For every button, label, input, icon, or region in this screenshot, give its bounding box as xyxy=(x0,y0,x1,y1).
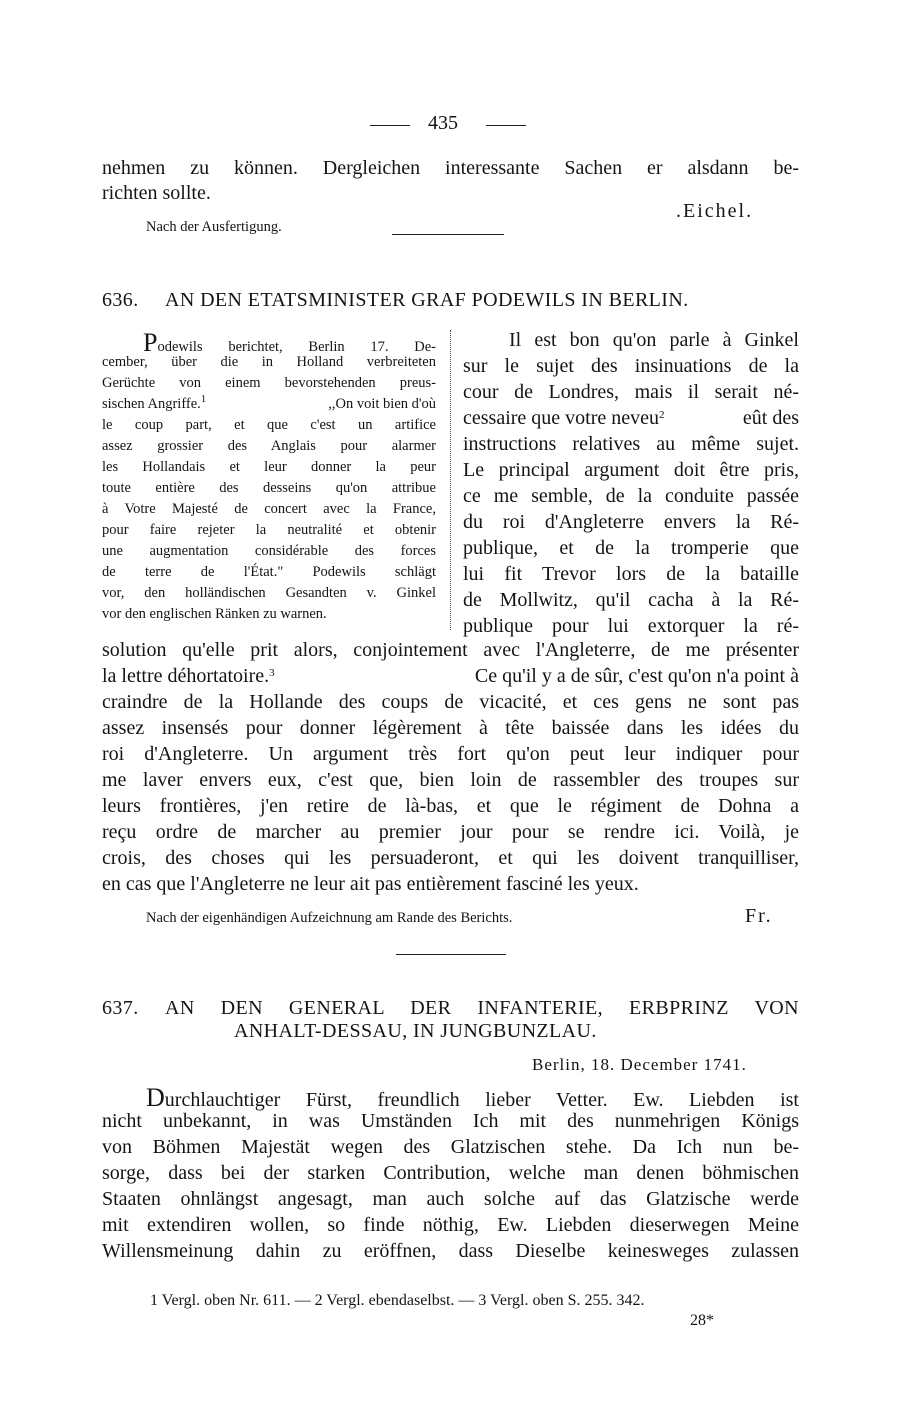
summary-line: pour faire rejeter la neutralité et obtenir xyxy=(102,522,436,538)
signature-eichel: .Eichel. xyxy=(676,200,754,222)
reply-line: publique pour lui extorquer la ré- xyxy=(463,615,799,637)
signature-mark: 28* xyxy=(690,1312,714,1329)
letter-636-heading: AN DEN ETATSMINISTER GRAF PODEWILS IN BERLIN. xyxy=(165,289,689,311)
body-line: nicht unbekannt, in was Umständen Ich mit des nunmehrigen Königs xyxy=(102,1110,799,1132)
page-number: 435 xyxy=(428,112,458,134)
reply-full-line: leurs frontières, j'en retire de là-bas, et que le régiment de Dohna a xyxy=(102,795,799,817)
column-separator xyxy=(450,330,451,630)
letter-636-number: 636. xyxy=(102,289,139,311)
reply-line: publique, et de la tromperie que xyxy=(463,537,799,559)
summary-line: Gerüchte von einem bevorstehenden preus- xyxy=(102,375,436,391)
summary-line: une augmentation considérable des forces xyxy=(102,543,436,559)
summary-line: de terre de l'État." Podewils schlägt xyxy=(102,564,436,580)
body-line: Willensmeinung dahin zu eröffnen, dass Dieselbe keinesweges zulassen xyxy=(102,1240,799,1262)
reply-full-line: me laver envers eux, c'est que, bien loin de rassembler des troupes sur xyxy=(102,769,799,791)
footnotes: 1 Vergl. oben Nr. 611. — 2 Vergl. ebendaselbst. — 3 Vergl. oben S. 255. 342. xyxy=(150,1292,645,1309)
reply-line xyxy=(463,407,799,430)
reply-full-line: roi d'Angleterre. Un argument très fort qu'on peut leur indiquer pour xyxy=(102,743,799,765)
summary-line: vor den englischen Ränken zu warnen. xyxy=(102,606,327,622)
summary-line: les Hollandais et leur donner la peur xyxy=(102,459,436,475)
letter-637-number: 637. xyxy=(102,997,139,1019)
summary-initial: P xyxy=(143,328,158,357)
summary-line: assez grossier des Anglais pour alarmer xyxy=(102,438,436,454)
reply-full-line: en cas que l'Angleterre ne leur ait pas entièrement fasciné les yeux. xyxy=(102,873,639,895)
letter-637-dateline: Berlin, 18. December 1741. xyxy=(532,1055,747,1074)
source-note-ausfertigung: Nach der Ausfertigung. xyxy=(146,219,282,235)
section-divider-1 xyxy=(392,234,504,235)
source-note-eigenhaendig: Nach der eigenhändigen Aufzeichnung am Rande des Berichts. xyxy=(146,910,513,926)
body-line: Durchlauchtiger Fürst, freundlich lieber Vetter. Ew. Liebden ist xyxy=(146,1083,799,1112)
reply-line: ce me semble, de la conduite passée xyxy=(463,485,799,507)
reply-full-line-2-start: la lettre déhortatoire. xyxy=(102,665,270,687)
reply-line: Il est bon qu'on parle à Ginkel xyxy=(509,329,799,351)
reply-line-4-start: cessaire que votre neveu xyxy=(463,407,660,429)
summary-line-4-rest: ,,On voit bien d'où xyxy=(328,396,436,412)
reply-full-line: reçu ordre de marcher au premier jour pour se rendre ici. Voilà, je xyxy=(102,821,799,843)
footnote-ref-3: 3 xyxy=(269,667,275,679)
reply-line: du roi d'Angleterre envers la Ré- xyxy=(463,511,799,533)
summary-line: cember, über die in Holland verbreiteten xyxy=(102,354,436,370)
summary-line xyxy=(102,393,436,413)
letter-637-heading-line-2: ANHALT-DESSAU, IN JUNGBUNZLAU. xyxy=(234,1020,597,1042)
body-initial: D xyxy=(146,1083,165,1112)
reply-full-line: craindre de la Hollande des coups de vicacité, et ces gens ne sont pas xyxy=(102,691,799,713)
reply-full-line: assez insensés pour donner légèrement à tête baissée dans les idées du xyxy=(102,717,799,739)
body-line: von Böhmen Majestät wegen des Glatzischen stehe. Da Ich nun be- xyxy=(102,1136,799,1158)
footnote-ref-2: 2 xyxy=(659,409,665,421)
reply-full-line xyxy=(102,665,799,688)
reply-full-line: crois, des choses qui les persuaderont, et qui les doivent tranquilliser, xyxy=(102,847,799,869)
reply-line: Le principal argument doit être pris, xyxy=(463,459,799,481)
summary-line: vor, den holländischen Gesandten v. Ginkel xyxy=(102,585,436,601)
summary-line: Podewils berichtet, Berlin 17. De- xyxy=(143,328,436,357)
reply-line: lui fit Trevor lors de la bataille xyxy=(463,563,799,585)
carry-over-line-2: richten sollte. xyxy=(102,182,211,204)
section-divider-2 xyxy=(396,954,506,955)
reply-line-4-rest: eût des xyxy=(742,407,799,429)
reply-line: instructions relatives au même sujet. xyxy=(463,433,799,455)
footnote-ref-1: 1 xyxy=(200,393,207,405)
carry-over-line-1: nehmen zu können. Dergleichen interessante Sachen er alsdann be- xyxy=(102,157,799,179)
body-line: sorge, dass bei der starken Contribution, welche man denen böhmischen xyxy=(102,1162,799,1184)
summary-line: à Votre Majesté de concert avec la France, xyxy=(102,501,436,517)
body-line: Staaten ohnlängst angesagt, man auch solche auf das Glatzische werde xyxy=(102,1188,799,1210)
letter-637-heading-line-1: AN DEN GENERAL DER INFANTERIE, ERBPRINZ VON xyxy=(165,997,799,1019)
summary-line: le coup part, et que c'est un artifice xyxy=(102,417,436,433)
summary-line: toute entière des desseins qu'on attribue xyxy=(102,480,436,496)
body-line: mit extendiren wollen, so finde nöthig, Ew. Liebden dieserwegen Meine xyxy=(102,1214,799,1236)
reply-full-line-2-rest: Ce qu'il y a de sûr, c'est qu'on n'a point à xyxy=(474,665,799,687)
reply-line: sur le sujet des insinuations de la xyxy=(463,355,799,377)
signature-fr: Fr. xyxy=(745,905,773,927)
summary-line-4-start: sischen Angriffe. xyxy=(102,396,201,412)
reply-line: cour de Londres, mais il serait né- xyxy=(463,381,799,403)
reply-line: de Mollwitz, qu'il cacha à la Ré- xyxy=(463,589,799,611)
page-number-rule-right xyxy=(486,125,526,126)
reply-full-line: solution qu'elle prit alors, conjointement avec l'Angleterre, de me présenter xyxy=(102,639,799,661)
page-number-rule-left xyxy=(370,125,410,126)
